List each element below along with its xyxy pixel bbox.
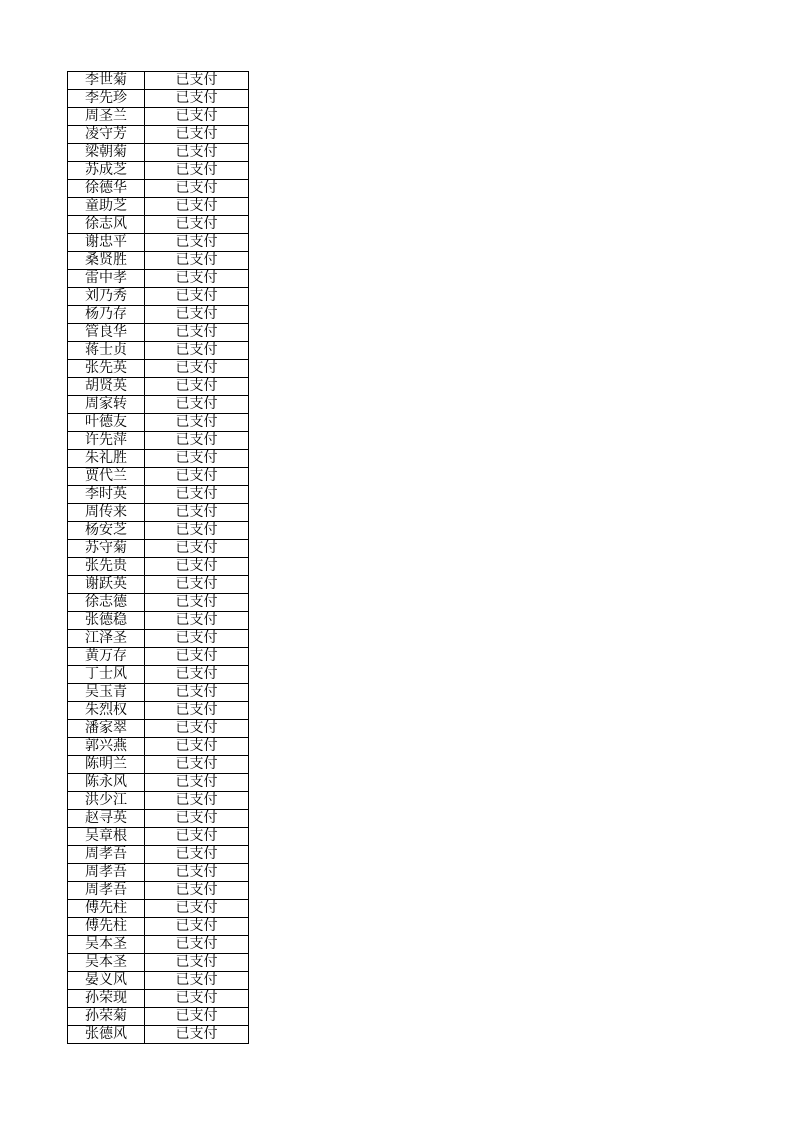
table-row bbox=[68, 396, 249, 414]
name-cell: 黄万存 bbox=[68, 648, 145, 666]
table-row bbox=[68, 90, 249, 108]
table-row bbox=[68, 324, 249, 342]
name-cell: 孙荣现 bbox=[68, 990, 145, 1008]
name-cell: 周孝吾 bbox=[68, 864, 145, 882]
table-row bbox=[68, 594, 249, 612]
table-row bbox=[68, 756, 249, 774]
name-cell: 徐德华 bbox=[68, 180, 145, 198]
payment-status-cell: 已支付 bbox=[145, 684, 249, 702]
payment-status-cell: 已支付 bbox=[145, 342, 249, 360]
payment-status-cell: 已支付 bbox=[145, 414, 249, 432]
name-cell: 张先英 bbox=[68, 360, 145, 378]
table-row bbox=[68, 216, 249, 234]
table-row bbox=[68, 792, 249, 810]
table-row bbox=[68, 648, 249, 666]
name-cell: 李世菊 bbox=[68, 72, 145, 90]
payment-status-cell: 已支付 bbox=[145, 666, 249, 684]
table-row bbox=[68, 198, 249, 216]
name-cell: 梁朝菊 bbox=[68, 144, 145, 162]
payment-status-cell: 已支付 bbox=[145, 180, 249, 198]
name-cell: 吴本圣 bbox=[68, 954, 145, 972]
payment-status-cell: 已支付 bbox=[145, 702, 249, 720]
table-row bbox=[68, 432, 249, 450]
payment-status-cell: 已支付 bbox=[145, 90, 249, 108]
name-cell: 周家转 bbox=[68, 396, 145, 414]
table-row bbox=[68, 666, 249, 684]
payment-status-cell: 已支付 bbox=[145, 774, 249, 792]
name-cell: 周孝吾 bbox=[68, 846, 145, 864]
payment-table bbox=[67, 71, 249, 1044]
name-cell: 傅先柱 bbox=[68, 918, 145, 936]
table-row bbox=[68, 252, 249, 270]
name-cell: 郭兴燕 bbox=[68, 738, 145, 756]
payment-status-cell: 已支付 bbox=[145, 72, 249, 90]
table-row bbox=[68, 864, 249, 882]
payment-status-cell: 已支付 bbox=[145, 144, 249, 162]
table-row bbox=[68, 558, 249, 576]
payment-status-cell: 已支付 bbox=[145, 108, 249, 126]
table-row bbox=[68, 810, 249, 828]
name-cell: 周传来 bbox=[68, 504, 145, 522]
payment-status-cell: 已支付 bbox=[145, 1026, 249, 1044]
name-cell: 傅先柱 bbox=[68, 900, 145, 918]
payment-status-cell: 已支付 bbox=[145, 990, 249, 1008]
payment-status-cell: 已支付 bbox=[145, 792, 249, 810]
payment-status-cell: 已支付 bbox=[145, 954, 249, 972]
payment-status-cell: 已支付 bbox=[145, 900, 249, 918]
payment-status-cell: 已支付 bbox=[145, 612, 249, 630]
table-row bbox=[68, 738, 249, 756]
table-row bbox=[68, 882, 249, 900]
name-cell: 杨乃存 bbox=[68, 306, 145, 324]
payment-status-cell: 已支付 bbox=[145, 450, 249, 468]
name-cell: 苏成芝 bbox=[68, 162, 145, 180]
table-row bbox=[68, 288, 249, 306]
table-row bbox=[68, 540, 249, 558]
payment-status-cell: 已支付 bbox=[145, 360, 249, 378]
table-row bbox=[68, 522, 249, 540]
table-row bbox=[68, 162, 249, 180]
table-row bbox=[68, 504, 249, 522]
name-cell: 刘乃秀 bbox=[68, 288, 145, 306]
table-row bbox=[68, 126, 249, 144]
payment-status-cell: 已支付 bbox=[145, 468, 249, 486]
table-row bbox=[68, 630, 249, 648]
name-cell: 洪少江 bbox=[68, 792, 145, 810]
name-cell: 童助芝 bbox=[68, 198, 145, 216]
name-cell: 丁士风 bbox=[68, 666, 145, 684]
name-cell: 苏守菊 bbox=[68, 540, 145, 558]
name-cell: 张德风 bbox=[68, 1026, 145, 1044]
name-cell: 管良华 bbox=[68, 324, 145, 342]
name-cell: 朱烈权 bbox=[68, 702, 145, 720]
table-row bbox=[68, 1008, 249, 1026]
name-cell: 周圣兰 bbox=[68, 108, 145, 126]
name-cell: 陈明兰 bbox=[68, 756, 145, 774]
name-cell: 杨安芝 bbox=[68, 522, 145, 540]
payment-status-cell: 已支付 bbox=[145, 1008, 249, 1026]
payment-status-cell: 已支付 bbox=[145, 972, 249, 990]
name-cell: 张先贵 bbox=[68, 558, 145, 576]
payment-status-cell: 已支付 bbox=[145, 738, 249, 756]
table-row bbox=[68, 936, 249, 954]
name-cell: 徐志风 bbox=[68, 216, 145, 234]
table-row bbox=[68, 774, 249, 792]
table-row bbox=[68, 234, 249, 252]
payment-status-cell: 已支付 bbox=[145, 306, 249, 324]
payment-status-cell: 已支付 bbox=[145, 882, 249, 900]
payment-status-cell: 已支付 bbox=[145, 558, 249, 576]
table-row bbox=[68, 918, 249, 936]
table-row bbox=[68, 72, 249, 90]
name-cell: 陈永风 bbox=[68, 774, 145, 792]
table-row bbox=[68, 684, 249, 702]
payment-status-cell: 已支付 bbox=[145, 252, 249, 270]
table-row bbox=[68, 468, 249, 486]
name-cell: 张德稳 bbox=[68, 612, 145, 630]
table-row bbox=[68, 180, 249, 198]
name-cell: 朱礼胜 bbox=[68, 450, 145, 468]
payment-table-body bbox=[68, 72, 249, 1044]
name-cell: 胡贤英 bbox=[68, 378, 145, 396]
payment-status-cell: 已支付 bbox=[145, 234, 249, 252]
payment-status-cell: 已支付 bbox=[145, 162, 249, 180]
payment-status-cell: 已支付 bbox=[145, 540, 249, 558]
payment-status-cell: 已支付 bbox=[145, 810, 249, 828]
payment-status-cell: 已支付 bbox=[145, 828, 249, 846]
payment-status-cell: 已支付 bbox=[145, 576, 249, 594]
name-cell: 叶德友 bbox=[68, 414, 145, 432]
payment-status-cell: 已支付 bbox=[145, 324, 249, 342]
payment-status-cell: 已支付 bbox=[145, 918, 249, 936]
payment-status-cell: 已支付 bbox=[145, 720, 249, 738]
payment-status-cell: 已支付 bbox=[145, 756, 249, 774]
payment-status-cell: 已支付 bbox=[145, 864, 249, 882]
name-cell: 周孝吾 bbox=[68, 882, 145, 900]
payment-status-cell: 已支付 bbox=[145, 396, 249, 414]
payment-status-cell: 已支付 bbox=[145, 126, 249, 144]
table-row bbox=[68, 1026, 249, 1044]
name-cell: 凌守芳 bbox=[68, 126, 145, 144]
payment-status-cell: 已支付 bbox=[145, 936, 249, 954]
table-row bbox=[68, 702, 249, 720]
name-cell: 孙荣菊 bbox=[68, 1008, 145, 1026]
table-row bbox=[68, 108, 249, 126]
payment-status-cell: 已支付 bbox=[145, 846, 249, 864]
payment-status-cell: 已支付 bbox=[145, 432, 249, 450]
table-row bbox=[68, 846, 249, 864]
payment-status-cell: 已支付 bbox=[145, 198, 249, 216]
table-row bbox=[68, 270, 249, 288]
table-row bbox=[68, 306, 249, 324]
payment-status-cell: 已支付 bbox=[145, 648, 249, 666]
payment-status-cell: 已支付 bbox=[145, 216, 249, 234]
name-cell: 雷中孝 bbox=[68, 270, 145, 288]
table-row bbox=[68, 900, 249, 918]
name-cell: 桑贤胜 bbox=[68, 252, 145, 270]
name-cell: 吴本圣 bbox=[68, 936, 145, 954]
name-cell: 江泽圣 bbox=[68, 630, 145, 648]
table-row bbox=[68, 414, 249, 432]
payment-status-cell: 已支付 bbox=[145, 594, 249, 612]
name-cell: 李时英 bbox=[68, 486, 145, 504]
payment-status-cell: 已支付 bbox=[145, 288, 249, 306]
name-cell: 晏义风 bbox=[68, 972, 145, 990]
table-row bbox=[68, 378, 249, 396]
payment-status-cell: 已支付 bbox=[145, 504, 249, 522]
name-cell: 赵寻英 bbox=[68, 810, 145, 828]
payment-status-cell: 已支付 bbox=[145, 486, 249, 504]
table-row bbox=[68, 360, 249, 378]
name-cell: 谢忠平 bbox=[68, 234, 145, 252]
name-cell: 贾代兰 bbox=[68, 468, 145, 486]
name-cell: 谢跃英 bbox=[68, 576, 145, 594]
payment-status-cell: 已支付 bbox=[145, 630, 249, 648]
name-cell: 徐志德 bbox=[68, 594, 145, 612]
name-cell: 蒋士贞 bbox=[68, 342, 145, 360]
payment-status-cell: 已支付 bbox=[145, 270, 249, 288]
payment-status-cell: 已支付 bbox=[145, 522, 249, 540]
name-cell: 潘家翠 bbox=[68, 720, 145, 738]
table-row bbox=[68, 144, 249, 162]
table-row bbox=[68, 342, 249, 360]
name-cell: 李先珍 bbox=[68, 90, 145, 108]
table-row bbox=[68, 576, 249, 594]
table-row bbox=[68, 990, 249, 1008]
table-row bbox=[68, 612, 249, 630]
name-cell: 吴玉青 bbox=[68, 684, 145, 702]
table-row bbox=[68, 828, 249, 846]
payment-status-cell: 已支付 bbox=[145, 378, 249, 396]
name-cell: 许先萍 bbox=[68, 432, 145, 450]
table-row bbox=[68, 720, 249, 738]
table-row bbox=[68, 486, 249, 504]
table-row bbox=[68, 972, 249, 990]
table-row bbox=[68, 954, 249, 972]
table-row bbox=[68, 450, 249, 468]
name-cell: 吴章根 bbox=[68, 828, 145, 846]
